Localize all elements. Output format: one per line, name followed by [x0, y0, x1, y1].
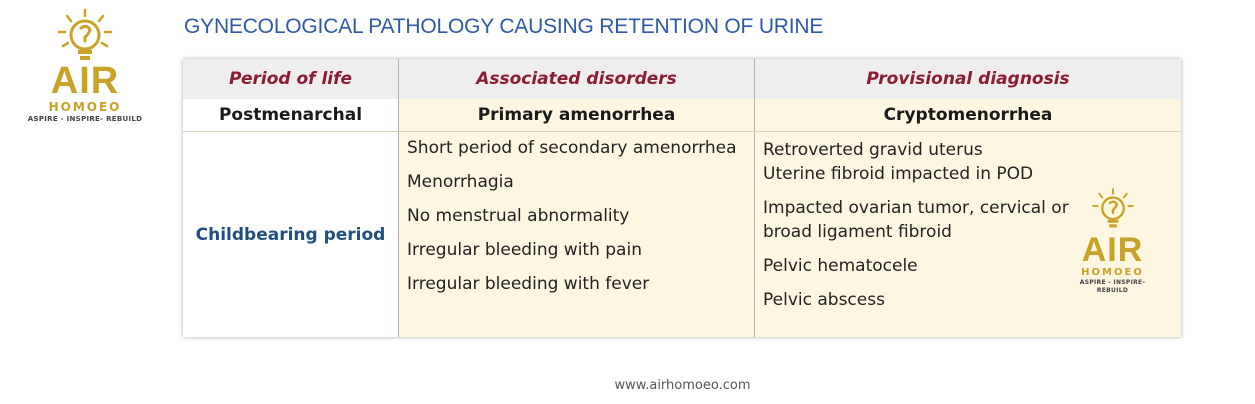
table-header-row	[183, 59, 1181, 99]
list-item: Irregular bleeding with pain	[407, 240, 642, 260]
table-row	[183, 132, 1181, 338]
table-row	[183, 99, 1181, 132]
header-period: Period of life	[183, 59, 399, 99]
watermark-sub-text: HOMOEO	[1081, 267, 1144, 278]
cell-disorder-primary: Primary amenorrhea	[399, 99, 755, 132]
page-title: GYNECOLOGICAL PATHOLOGY CAUSING RETENTION OF URINE	[184, 15, 824, 38]
bulb-icon	[1090, 187, 1136, 231]
list-item: Pelvic abscess	[763, 290, 885, 310]
list-item: Retroverted gravid uterus	[763, 140, 983, 160]
header-disorders: Associated disorders	[399, 59, 755, 99]
cell-period-childbearing: Childbearing period	[183, 132, 399, 338]
footer-url: www.airhomoeo.com	[614, 378, 751, 393]
cell-disorders-list	[399, 132, 755, 338]
header-diagnosis: Provisional diagnosis	[755, 59, 1182, 99]
pathology-table-card	[183, 59, 1181, 337]
watermark-logo	[1065, 187, 1160, 295]
list-item: Uterine fibroid impacted in POD	[763, 164, 1034, 184]
cell-period-postmenarchal: Postmenarchal	[183, 99, 399, 132]
list-item: No menstrual abnormality	[407, 206, 630, 226]
list-item: Irregular bleeding with fever	[407, 274, 650, 294]
watermark-tagline: ASPIRE - INSPIRE- REBUILD	[1079, 279, 1146, 294]
logo-tagline: ASPIRE - INSPIRE- REBUILD	[27, 115, 143, 123]
cell-diagnosis-crypto: Cryptomenorrhea	[755, 99, 1182, 132]
bulb-icon	[55, 8, 115, 64]
watermark-brand-text: AIR	[1081, 231, 1144, 269]
list-item: Impacted ovarian tumor, cervical or broad ligament fibroid	[763, 198, 1069, 242]
logo-brand-text: AIR	[50, 60, 120, 102]
list-item: Short period of secondary amenorrhea	[407, 138, 737, 158]
list-item: Menorrhagia	[407, 172, 514, 192]
pathology-table	[183, 59, 1181, 337]
brand-logo	[20, 8, 150, 124]
list-item: Pelvic hematocele	[763, 256, 918, 276]
logo-sub-text: HOMOEO	[48, 100, 122, 114]
